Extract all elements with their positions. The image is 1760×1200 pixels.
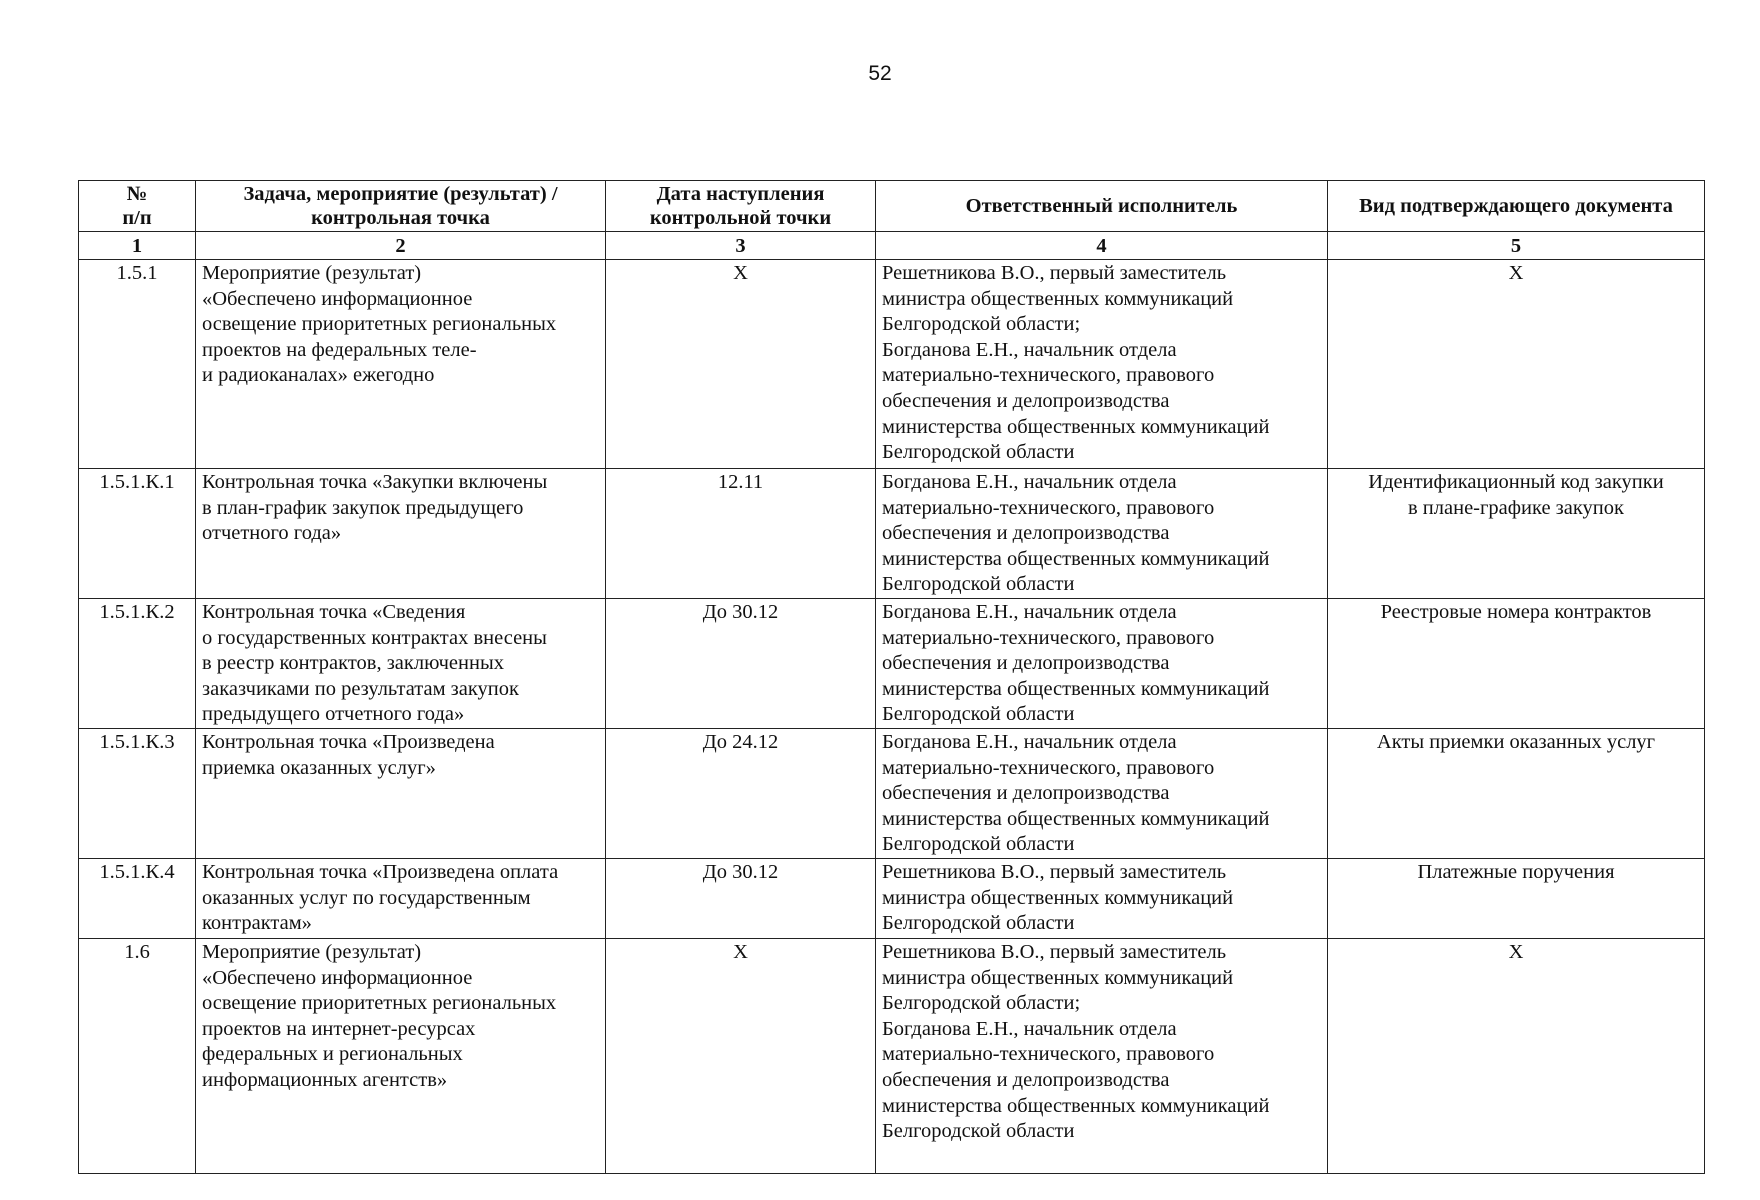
cell-document (1328, 729, 1705, 859)
header-text-line: п/п (122, 207, 152, 229)
cell-responsible (876, 469, 1328, 599)
cell-task (196, 859, 606, 939)
cell-document (1328, 859, 1705, 939)
cell-text-line: министерства общественных коммуникаций (882, 1094, 1270, 1117)
cell-number: 1.6 (79, 939, 196, 1174)
cell-text-line: Реестровые номера контрактов (1380, 601, 1652, 623)
cell-document (1328, 599, 1705, 729)
cell-document (1328, 469, 1705, 599)
cell-text-line: оказанных услуг по государственным (202, 886, 531, 909)
cell-text-line: материально-технического, правового (882, 626, 1215, 649)
cell-text-line: Решетникова В.О., первый заместитель (882, 262, 1227, 284)
cell-text-line: Контрольная точка «Сведения (202, 601, 466, 623)
cell-date: До 24.12 (606, 729, 876, 859)
table-row (79, 859, 1705, 939)
cell-document (1328, 939, 1705, 1174)
cell-text-line: Белгородской области (882, 573, 1075, 596)
cell-text-line: проектов на интернет-ресурсах (202, 1017, 476, 1040)
cell-task (196, 260, 606, 469)
cell-text-line: Контрольная точка «Произведена (202, 731, 495, 753)
cell-text-line: министерства общественных коммуникаций (882, 547, 1270, 570)
cell-date: X (606, 260, 876, 469)
cell-text-line: Богданова Е.Н., начальник отдела (882, 338, 1177, 361)
table-header-row (79, 181, 1705, 232)
cell-text-line: министерства общественных коммуникаций (882, 807, 1270, 830)
cell-task (196, 599, 606, 729)
cell-number: 1.5.1.К.1 (79, 469, 196, 599)
cell-text-line: X (1508, 262, 1524, 284)
table-row (79, 729, 1705, 859)
cell-text-line: и радиоканалах» ежегодно (202, 364, 435, 387)
cell-text-line: «Обеспечено информационное (202, 966, 473, 989)
cell-text-line: Идентификационный код закупки (1368, 471, 1664, 493)
cell-text-line: министра общественных коммуникаций (882, 886, 1234, 909)
header-text-line: Вид подтверждающего документа (1359, 195, 1673, 217)
cell-text-line: федеральных и региональных (202, 1043, 463, 1066)
cell-text-line: в плане-графике закупок (1408, 496, 1624, 519)
cell-number: 1.5.1 (79, 260, 196, 469)
cell-text-line: министерства общественных коммуникаций (882, 677, 1270, 700)
cell-text-line: обеспечения и делопроизводства (882, 1068, 1170, 1091)
cell-text-line: о государственных контрактах внесены (202, 626, 547, 649)
column-number: 5 (1328, 232, 1705, 260)
table-row (79, 599, 1705, 729)
header-text-line: контрольной точки (649, 207, 832, 229)
table-row (79, 260, 1705, 469)
cell-responsible (876, 729, 1328, 859)
header-text-line: Задача, мероприятие (результат) / (243, 183, 558, 205)
cell-text-line: материально-технического, правового (882, 1043, 1215, 1066)
cell-text-line: обеспечения и делопроизводства (882, 782, 1170, 805)
header-text-line: Ответственный исполнитель (965, 195, 1238, 217)
cell-text-line: отчетного года» (202, 522, 342, 545)
cell-text-line: Богданова Е.Н., начальник отдела (882, 601, 1177, 623)
table-row (79, 469, 1705, 599)
cell-text-line: Белгородской области; (882, 313, 1081, 336)
cell-text-line: материально-технического, правового (882, 364, 1215, 387)
header-responsible (876, 181, 1328, 232)
cell-task (196, 469, 606, 599)
cell-date: До 30.12 (606, 599, 876, 729)
cell-number: 1.5.1.К.3 (79, 729, 196, 859)
header-date (606, 181, 876, 232)
cell-text-line: Контрольная точка «Закупки включены (202, 471, 548, 493)
cell-text-line: министра общественных коммуникаций (882, 287, 1234, 310)
header-task (196, 181, 606, 232)
cell-text-line: освещение приоритетных региональных (202, 313, 557, 336)
header-text-line: контрольная точка (311, 207, 490, 229)
header-document (1328, 181, 1705, 232)
column-number: 3 (606, 232, 876, 260)
cell-text-line: Богданова Е.Н., начальник отдела (882, 1017, 1177, 1040)
header-text-line: Дата наступления (656, 183, 825, 205)
cell-responsible (876, 260, 1328, 469)
cell-text-line: Белгородской области; (882, 992, 1081, 1015)
cell-text-line: Акты приемки оказанных услуг (1376, 731, 1656, 753)
cell-text-line: Богданова Е.Н., начальник отдела (882, 471, 1177, 493)
cell-text-line: материально-технического, правового (882, 496, 1215, 519)
cell-text-line: обеспечения и делопроизводства (882, 652, 1170, 675)
cell-text-line: Платежные поручения (1417, 861, 1615, 883)
cell-text-line: Белгородской области (882, 703, 1075, 726)
cell-text-line: предыдущего отчетного года» (202, 703, 465, 726)
cell-text-line: «Обеспечено информационное (202, 287, 473, 310)
table-body (79, 260, 1705, 1174)
cell-text-line: освещение приоритетных региональных (202, 992, 557, 1015)
cell-text-line: в реестр контрактов, заключенных (202, 652, 504, 675)
cell-text-line: обеспечения и делопроизводства (882, 389, 1170, 412)
cell-responsible (876, 939, 1328, 1174)
cell-text-line: приемка оказанных услуг» (202, 756, 436, 779)
cell-text-line: заказчиками по результатам закупок (202, 677, 519, 700)
column-number-row (79, 232, 1705, 260)
cell-text-line: министра общественных коммуникаций (882, 966, 1234, 989)
cell-text-line: обеспечения и делопроизводства (882, 522, 1170, 545)
cell-responsible (876, 599, 1328, 729)
header-number (79, 181, 196, 232)
column-number: 2 (196, 232, 606, 260)
cell-text-line: Решетникова В.О., первый заместитель (882, 941, 1227, 963)
cell-text-line: Контрольная точка «Произведена оплата (202, 861, 559, 883)
cell-task (196, 729, 606, 859)
cell-text-line: Мероприятие (результат) (202, 262, 422, 284)
cell-text-line: Мероприятие (результат) (202, 941, 422, 963)
cell-text-line: Белгородской области (882, 912, 1075, 935)
cell-number: 1.5.1.К.2 (79, 599, 196, 729)
cell-text-line: проектов на федеральных теле- (202, 338, 477, 361)
column-number: 1 (79, 232, 196, 260)
cell-text-line: контрактам» (202, 912, 312, 935)
table-row (79, 939, 1705, 1174)
cell-text-line: информационных агентств» (202, 1068, 448, 1091)
cell-text-line: Решетникова В.О., первый заместитель (882, 861, 1227, 883)
control-points-table (78, 180, 1705, 1174)
cell-responsible (876, 859, 1328, 939)
cell-text-line: в план-график закупок предыдущего (202, 496, 524, 519)
cell-text-line: Богданова Е.Н., начальник отдела (882, 731, 1177, 753)
header-text-line: № (126, 183, 148, 205)
cell-text-line: материально-технического, правового (882, 756, 1215, 779)
cell-text-line: Белгородской области (882, 833, 1075, 856)
cell-number: 1.5.1.К.4 (79, 859, 196, 939)
cell-text-line: Белгородской области (882, 441, 1075, 464)
cell-date: До 30.12 (606, 859, 876, 939)
cell-text-line: министерства общественных коммуникаций (882, 415, 1270, 438)
page-number: 52 (868, 62, 892, 85)
cell-task (196, 939, 606, 1174)
cell-date: X (606, 939, 876, 1174)
column-number: 4 (876, 232, 1328, 260)
cell-text-line: X (1508, 941, 1524, 963)
cell-document (1328, 260, 1705, 469)
cell-text-line: Белгородской области (882, 1120, 1075, 1143)
cell-date: 12.11 (606, 469, 876, 599)
